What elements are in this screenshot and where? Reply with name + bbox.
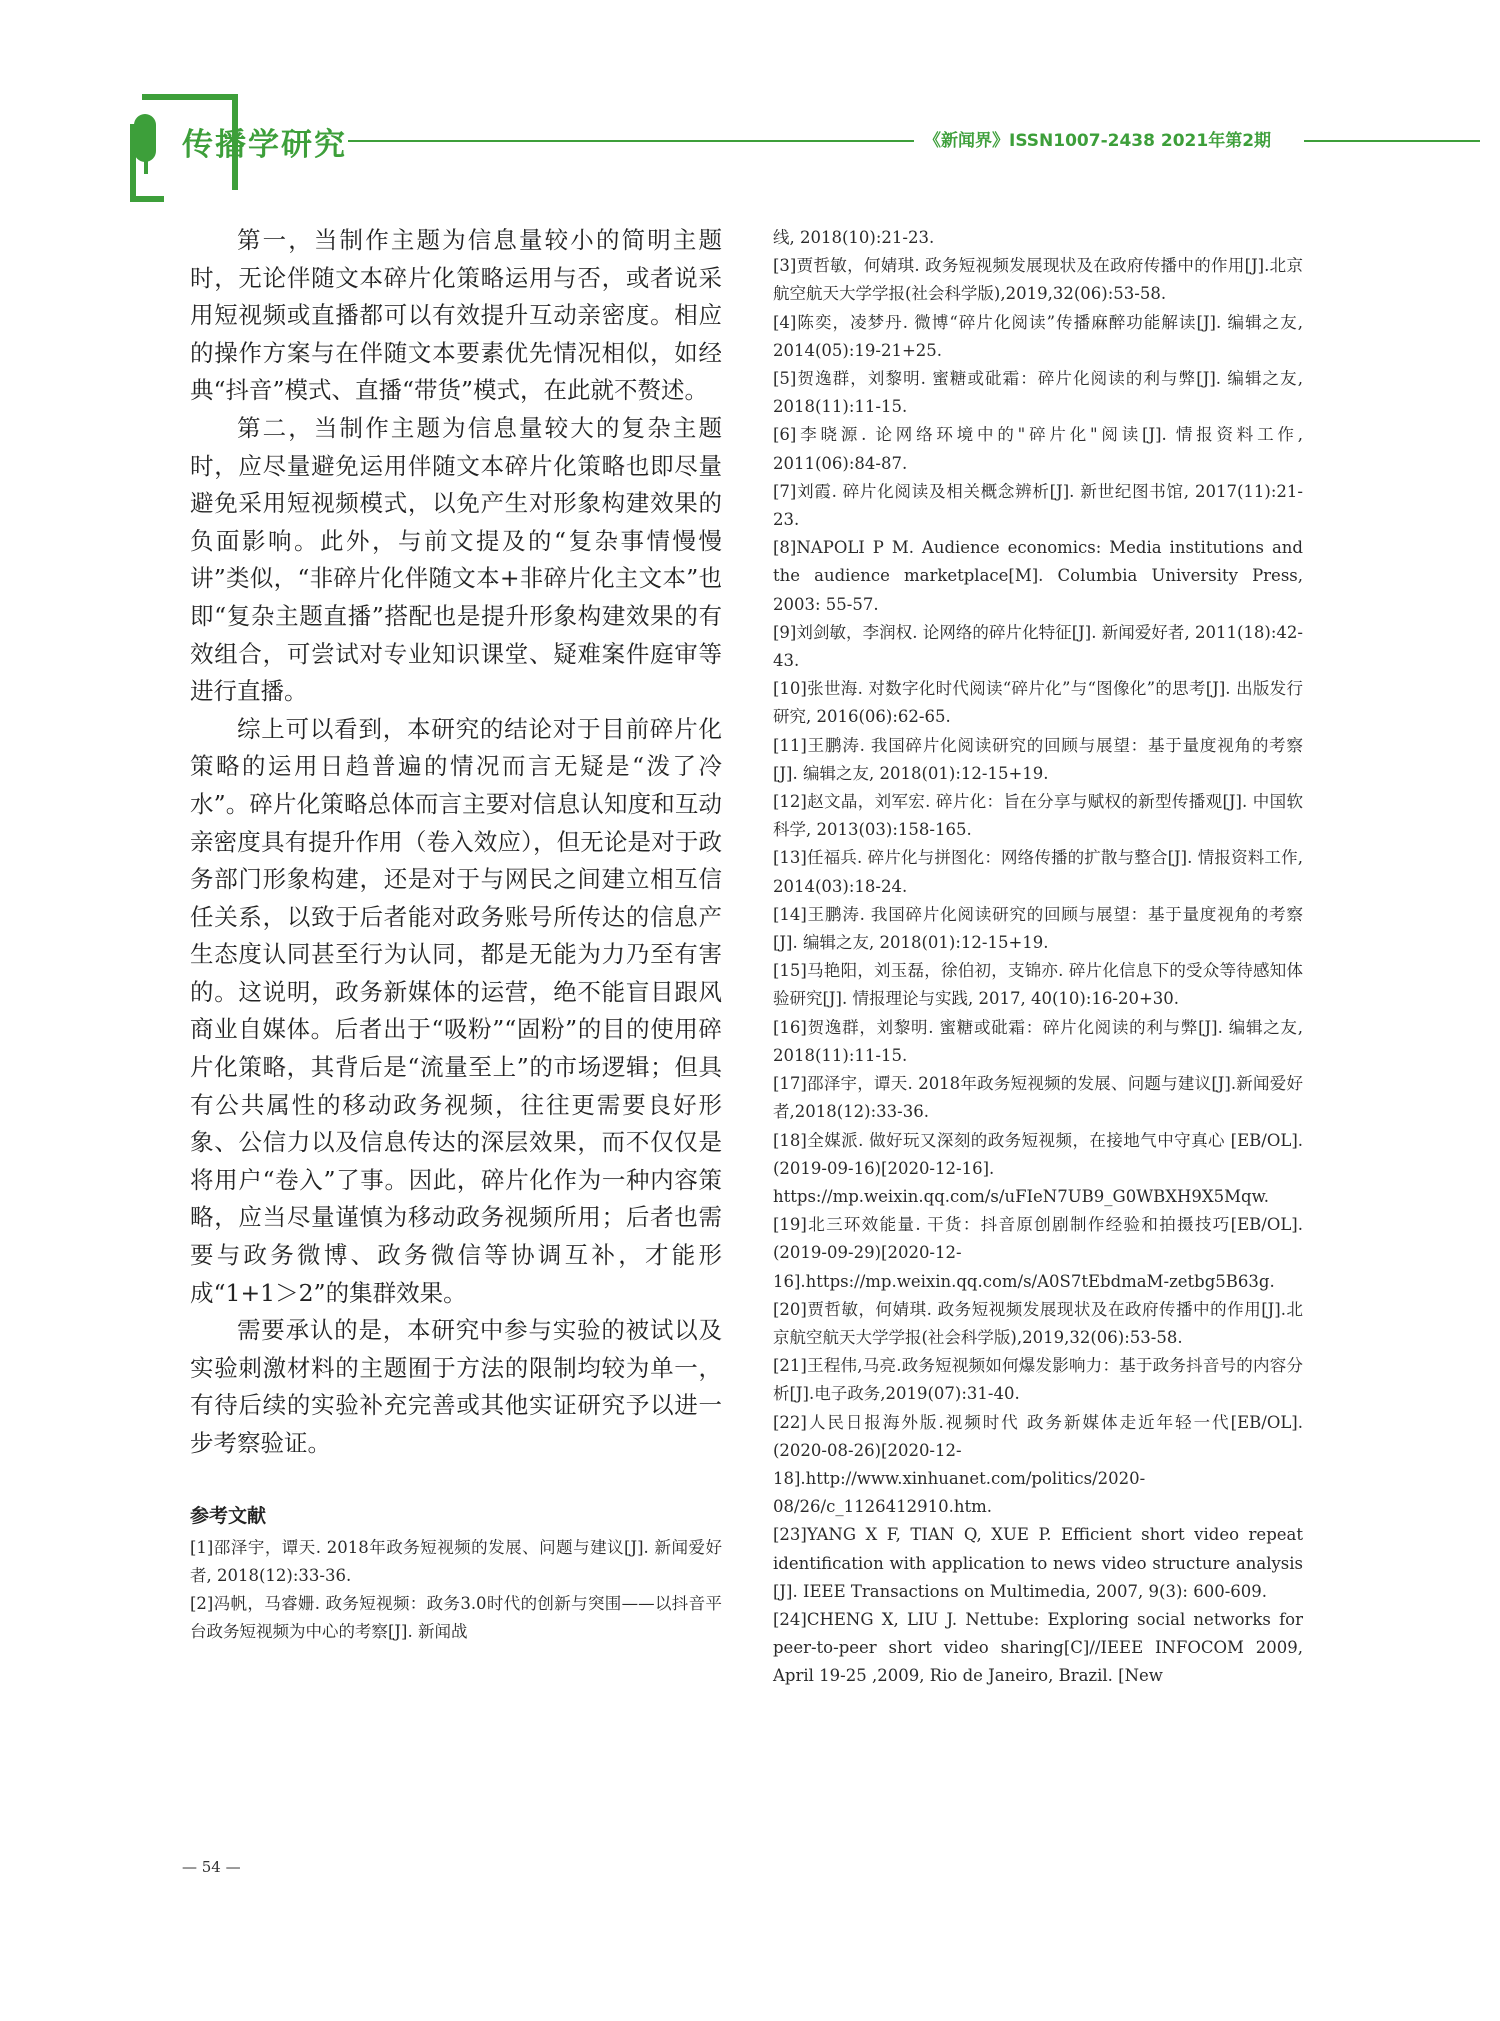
reference-item: [10]张世海. 对数字化时代阅读“碎片化”与“图像化”的思考[J]. 出版发行研究, 2016(06):62-65. bbox=[773, 679, 1303, 727]
microphone-icon bbox=[134, 114, 156, 162]
reference-item: [13]任福兵. 碎片化与拼图化：网络传播的扩散与整合[J]. 情报资料工作, 2014(03):18-24. bbox=[773, 848, 1303, 896]
reference-item: [14]王鹏涛. 我国碎片化阅读研究的回顾与展望：基于量度视角的考察[J]. 编辑之友, 2018(01):12-15+19. bbox=[773, 904, 1303, 953]
reference-item: [24]CHENG X, LIU J. Nettube: Exploring social networks for peer-to-peer short video sharing[C]//IEEE INFOCOM 2009, April 19-25 ,2009, Rio de Janeiro, Brazil. [New bbox=[773, 1609, 1303, 1686]
reference-item: [8]NAPOLI P M. Audience economics: Media institutions and the audience marketplace[M]. Columbia University Press, 2003: 55-57. bbox=[773, 538, 1303, 614]
reference-item: [7]刘霞. 碎片化阅读及相关概念辨析[J]. 新世纪图书馆, 2017(11):21-23. bbox=[773, 481, 1303, 530]
reference-item: [22]人民日报海外版.视频时代 政务新媒体走近年轻一代[EB/OL]. (2020-08-26)[2020-12-18].http://www.xinhuanet.com/politics/2020-08/26/c_1126412910.htm. bbox=[773, 1412, 1303, 1517]
reference-item: [16]贺逸群，刘黎明. 蜜糖或砒霜：碎片化阅读的利与弊[J]. 编辑之友, 2018(11):11-15. bbox=[773, 1017, 1303, 1065]
reference-item: [9]刘剑敏，李润权. 论网络的碎片化特征[J]. 新闻爱好者, 2011(18):42-43. bbox=[773, 622, 1303, 671]
microphone-stand bbox=[144, 160, 148, 174]
reference-item: [1]邵泽宇，谭天. 2018年政务短视频的发展、问题与建议[J]. 新闻爱好者, 2018(12):33-36. bbox=[190, 1537, 722, 1585]
right-column bbox=[773, 224, 1303, 1691]
reference-item: [6]李晓源. 论网络环境中的"碎片化"阅读[J]. 情报资料工作, 2011(06):84-87. bbox=[773, 425, 1303, 473]
reference-item: [18]全媒派. 做好玩又深刻的政务短视频，在接地气中守真心 [EB/OL]. (2019-09-16)[2020-12-16]. https://mp.weixin.qq.com/s/uFIeN7UB9_G0WBXH9X5Mqw. bbox=[773, 1130, 1303, 1206]
journal-info: 《新闻界》ISSN1007-2438 2021年第2期 bbox=[924, 131, 1272, 151]
reference-item: [23]YANG X F, TIAN Q, XUE P. Efficient short video repeat identification with application to news video structure analysis [J]. IEEE Transactions on Multimedia, 2007, 9(3): 600-609. bbox=[773, 1525, 1303, 1601]
header-rule bbox=[348, 140, 914, 142]
reference-item: [11]王鹏涛. 我国碎片化阅读研究的回顾与展望：基于量度视角的考察[J]. 编辑之友, 2018(01):12-15+19. bbox=[773, 735, 1303, 783]
reference-item: 线, 2018(10):21-23. bbox=[773, 228, 935, 247]
section-title: 传播学研究 bbox=[182, 127, 347, 163]
reference-item: [19]北三环效能量. 干货：抖音原创剧制作经验和拍摄技巧[EB/OL]. (2019-09-29)[2020-12-16].https://mp.weixin.qq.com/s/A0S7tEbdmaM-zetbg5B63g. bbox=[773, 1215, 1303, 1291]
body-paragraph: 第二，当制作主题为信息量较大的复杂主题时，应尽量避免运用伴随文本碎片化策略也即尽量避免采用短视频模式，以免产生对形象构建效果的负面影响。此外，与前文提及的“复杂事情慢慢讲”类似，“非碎片化伴随文本+非碎片化主文本”也即“复杂主题直播”搭配也是提升形象构建效果的有效组合，可尝试对专业知识课堂、疑难案件庭审等进行直播。 bbox=[190, 413, 722, 706]
reference-item: [17]邵泽宇，谭天. 2018年政务短视频的发展、问题与建议[J].新闻爱好者,2018(12):33-36. bbox=[773, 1074, 1303, 1122]
reference-item: [3]贾哲敏，何婧琪. 政务短视频发展现状及在政府传播中的作用[J].北京航空航天大学学报(社会科学版),2019,32(06):53-58. bbox=[773, 256, 1303, 304]
body-paragraph: 需要承认的是，本研究中参与实验的被试以及实验刺激材料的主题囿于方法的限制均较为单一，有待后续的实验补充完善或其他实证研究予以进一步考察验证。 bbox=[190, 1316, 722, 1457]
left-column bbox=[190, 222, 722, 1646]
reference-item: [15]马艳阳，刘玉磊，徐伯初，支锦亦. 碎片化信息下的受众等待感知体验研究[J]. 情报理论与实践, 2017, 40(10):16-20+30. bbox=[773, 961, 1303, 1009]
reference-item: [12]赵文晶，刘军宏. 碎片化：旨在分享与赋权的新型传播观[J]. 中国软科学, 2013(03):158-165. bbox=[773, 792, 1303, 840]
body-paragraph: 综上可以看到，本研究的结论对于目前碎片化策略的运用日趋普遍的情况而言无疑是“泼了冷水”。碎片化策略总体而言主要对信息认知度和互动亲密度具有提升作用（卷入效应），但无论是对于政务部门形象构建，还是对于与网民之间建立相互信任关系，以致于后者能对政务账号所传达的信息产生态度认同甚至行为认同，都是无能为力乃至有害的。这说明，政务新媒体的运营，绝不能盲目跟风商业自媒体。后者出于“吸粉”“固粉”的目的使用碎片化策略，其背后是“流量至上”的市场逻辑；但具有公共属性的移动政务视频，往往更需要良好形象、公信力以及信息传达的深层效果，而不仅仅是将用户“卷入”了事。因此，碎片化作为一种内容策略，应当尽量谨慎为移动政务视频所用；后者也需要与政务微博、政务微信等协调互补，才能形成“1+1＞2”的集群效果。 bbox=[190, 714, 722, 1307]
references-heading: 参考文献 bbox=[190, 1504, 267, 1527]
reference-item: [5]贺逸群，刘黎明. 蜜糖或砒霜：碎片化阅读的利与弊[J]. 编辑之友, 2018(11):11-15. bbox=[773, 369, 1303, 417]
body-paragraph: 第一，当制作主题为信息量较小的简明主题时，无论伴随文本碎片化策略运用与否，或者说采用短视频或直播都可以有效提升互动亲密度。相应的操作方案与在伴随文本要素优先情况相似，如经典“抖音”模式、直播“带货”模式，在此就不赘述。 bbox=[190, 226, 722, 405]
page-number: — 54 — bbox=[182, 1858, 241, 1876]
reference-item: [20]贾哲敏，何婧琪. 政务短视频发展现状及在政府传播中的作用[J].北京航空航天大学学报(社会科学版),2019,32(06):53-58. bbox=[773, 1299, 1303, 1347]
header-rule bbox=[1304, 140, 1480, 142]
reference-item: [21]王程伟,马亮.政务短视频如何爆发影响力：基于政务抖音号的内容分析[J].电子政务,2019(07):31-40. bbox=[773, 1356, 1303, 1404]
reference-item: [4]陈奕，凌梦丹. 微博“碎片化阅读”传播麻醉功能解读[J]. 编辑之友, 2014(05):19-21+25. bbox=[773, 312, 1303, 360]
reference-item: [2]冯帆，马睿姗. 政务短视频：政务3.0时代的创新与突围——以抖音平台政务短视频为中心的考察[J]. 新闻战 bbox=[190, 1594, 722, 1642]
page-header bbox=[0, 0, 1500, 240]
